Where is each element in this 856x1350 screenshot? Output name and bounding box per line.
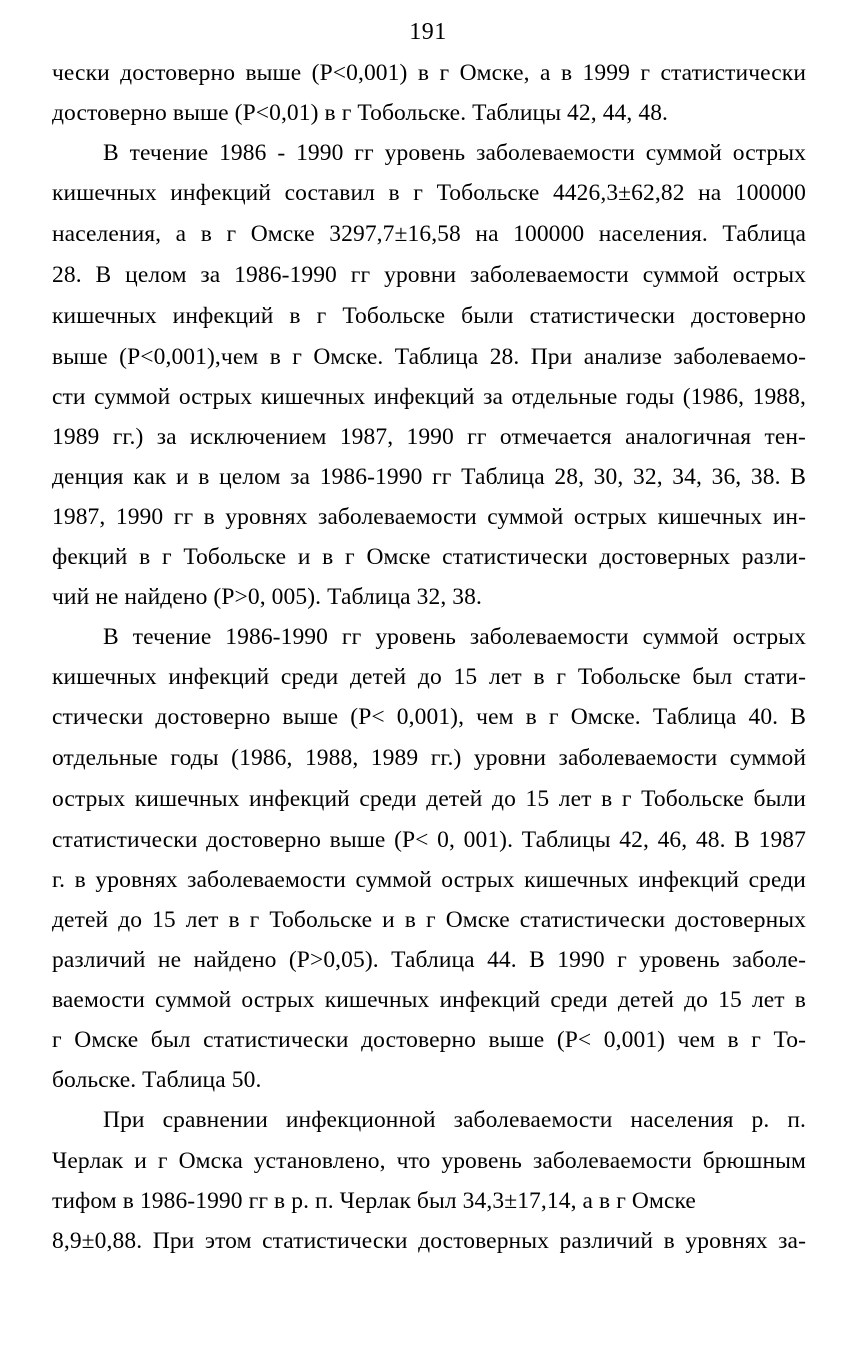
text-line: выше (Р<0,001),чем в г Омске. Таблица 28. При анализе заболеваемо- [52,344,806,370]
text-line: чески достоверно выше (Р<0,001) в г Омске, а в 1999 г статистически [52,60,806,86]
text-line: различий не найдено (Р>0,05). Таблица 44. В 1990 г уровень заболе- [52,947,806,973]
text-line: чий не найдено (Р>0, 005). Таблица 32, 38. [52,584,482,610]
text-line: фекций в г Тобольске и в г Омске статистически достоверных разли- [52,544,806,570]
text-line: стически достоверно выше (Р< 0,001), чем в г Омске. Таблица 40. В [52,704,806,730]
text-line: г. в уровнях заболеваемости суммой острых кишечных инфекций среди [52,867,806,893]
text-line: В течение 1986 - 1990 гг уровень заболеваемости суммой острых [103,140,806,166]
text-line: кишечных инфекций составил в г Тобольске 4426,3±62,82 на 100000 [52,180,806,206]
text-line: населения, а в г Омске 3297,7±16,58 на 100000 населения. Таблица [52,221,806,247]
text-line: 8,9±0,88. При этом статистически достоверных различий в уровнях за- [52,1228,806,1254]
text-line: острых кишечных инфекций среди детей до 15 лет в г Тобольске были [52,786,806,812]
text-line: Черлак и г Омска установлено, что уровень заболеваемости брюшным [52,1148,806,1174]
text-line: достоверно выше (Р<0,01) в г Тобольске. Таблицы 42, 44, 48. [52,100,669,126]
text-line: кишечных инфекций среди детей до 15 лет в г Тобольске был стати- [52,664,806,690]
text-line: 1987, 1990 гг в уровнях заболеваемости суммой острых кишечных ин- [52,504,806,530]
text-line: статистически достоверно выше (Р< 0, 001). Таблицы 42, 46, 48. В 1987 [52,827,806,853]
text-line: больске. Таблица 50. [52,1067,262,1093]
text-line: денция как и в целом за 1986-1990 гг Таблица 28, 30, 32, 34, 36, 38. В [52,464,806,490]
text-line: ваемости суммой острых кишечных инфекций среди детей до 15 лет в [52,987,806,1013]
text-line: г Омске был статистически достоверно выше (Р< 0,001) чем в г То- [52,1027,806,1053]
text-line: отдельные годы (1986, 1988, 1989 гг.) уровни заболеваемости суммой [52,745,806,771]
text-line: При сравнении инфекционной заболеваемости населения р. п. [103,1107,806,1133]
text-line: кишечных инфекций в г Тобольске были статистически достоверно [52,303,806,329]
text-line: 28. В целом за 1986-1990 гг уровни заболеваемости суммой острых [52,262,806,288]
text-line: 1989 гг.) за исключением 1987, 1990 гг отмечается аналогичная тен- [52,424,806,450]
page-number: 191 [409,19,447,45]
text-line: сти суммой острых кишечных инфекций за отдельные годы (1986, 1988, [52,384,806,410]
text-line: тифом в 1986-1990 гг в р. п. Черлак был 34,3±17,14, а в г Омске [52,1188,696,1214]
text-line: В течение 1986-1990 гг уровень заболеваемости суммой острых [103,624,806,650]
text-line: детей до 15 лет в г Тобольске и в г Омске статистически достоверных [52,907,806,933]
